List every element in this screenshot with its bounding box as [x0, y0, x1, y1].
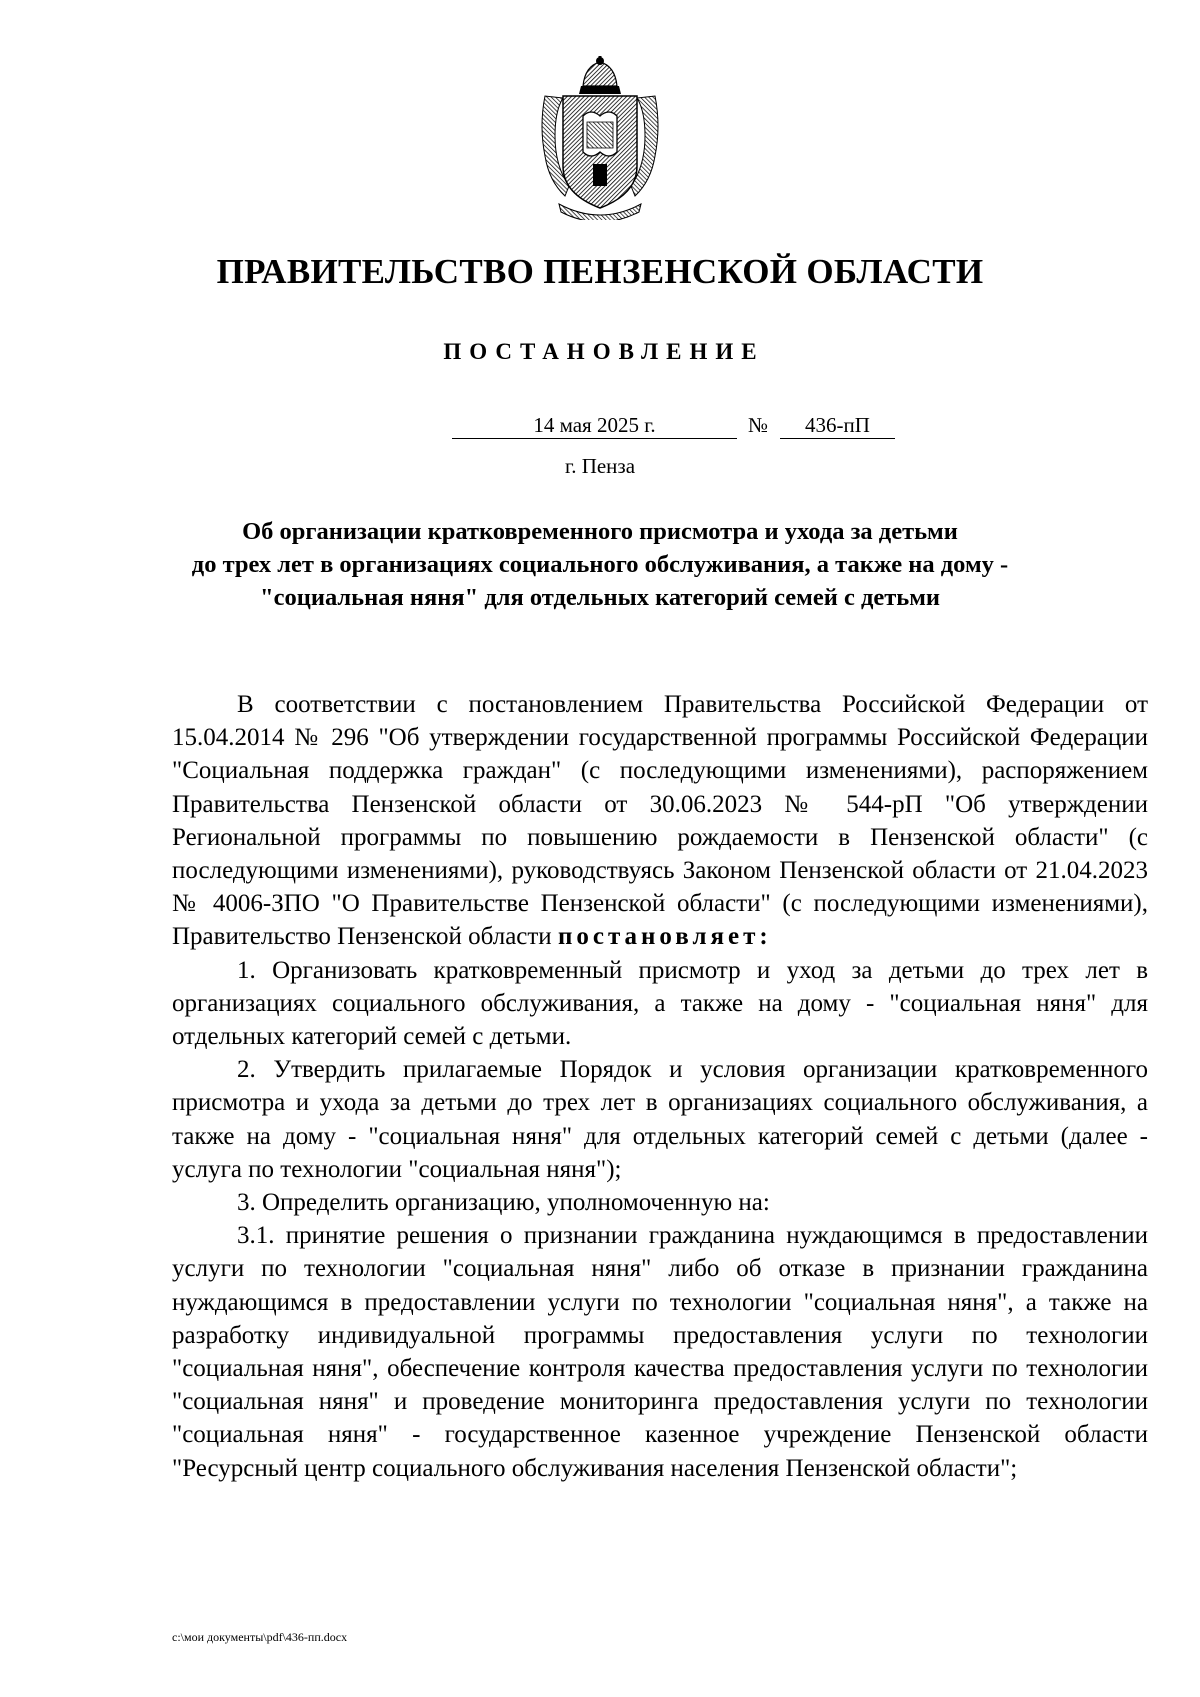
paragraph-1: 1. Организовать кратковременный присмотр и уход за детьми до трех лет в организациях социального обслуживания, а также на дому - "социальная няня" для отдельных категорий семей с детьми. — [172, 956, 1148, 1051]
coat-of-arms-icon — [535, 56, 665, 220]
paragraph-3-1: 3.1. принятие решения о признании гражданина нуждающимся в предоставлении услуги по технологии "социальная няня" либо об отказе в признании гражданина нуждающимся в предоставлении услуги по технологии "социальная няня", а также на разработку индивидуальной программы предоставления услуги по технологии "социальная няня", обеспечение контроля качества предоставления услуги по технологии "социальная няня" и проведение мониторинга предоставления услуги по технологии "социальная няня" - государственное казенное учреждение Пензенской области "Ресурсный центр социального обслуживания населения Пензенской области"; — [172, 1222, 1148, 1482]
document-title — [150, 515, 1050, 614]
file-path-footer: c:\мои документы\pdf\436-пп.docx — [172, 1630, 348, 1644]
paragraph-3: 3. Определить организацию, уполномоченную на: — [237, 1189, 770, 1217]
title-line: до трех лет в организациях социального обслуживания, а также на дому - — [191, 551, 1009, 578]
issue-city: г. Пенза — [564, 454, 636, 478]
document-date: 14 мая 2025 г. — [452, 412, 737, 439]
document-type: ПОСТАНОВЛЕНИЕ — [443, 339, 765, 364]
resolves-word: постановляет: — [557, 923, 772, 951]
title-line: "социальная няня" для отдельных категорий семей с детьми — [259, 584, 941, 611]
title-line: Об организации кратковременного присмотра и ухода за детьми — [242, 518, 958, 545]
date-number-line — [0, 412, 1200, 442]
paragraph-2: 2. Утвердить прилагаемые Порядок и условия организации кратковременного присмотра и ухода за детьми до трех лет в организациях социального обслуживания, а также на дому - "социальная няня" для отдельных категорий семей с детьми (далее - услуга по технологии "социальная няня"); — [172, 1056, 1148, 1183]
preamble-paragraph — [172, 688, 1148, 954]
number-sign: № — [747, 413, 769, 437]
preamble-text: В соответствии с постановлением Правительства Российской Федерации от 15.04.2014 № 296 "Об утверждении государственной программы Российской Федерации "Социальная поддержка граждан" (с последующими изменениями), распоряжением Правительства Пензенской области от 30.06.2023 № 544-рП "Об утверждении Региональной программы по повышению рождаемости в Пензенской области" (с последующими изменениями), руководствуясь Законом Пензенской области от 21.04.2023 № 4006-ЗПО "О Правительстве Пензенской области" (с последующими изменениями), Правительство Пензенской области — [172, 691, 1148, 951]
document-number: 436-пП — [780, 412, 895, 439]
document-body — [172, 688, 1148, 1485]
government-name: ПРАВИТЕЛЬСТВО ПЕНЗЕНСКОЙ ОБЛАСТИ — [216, 252, 984, 291]
